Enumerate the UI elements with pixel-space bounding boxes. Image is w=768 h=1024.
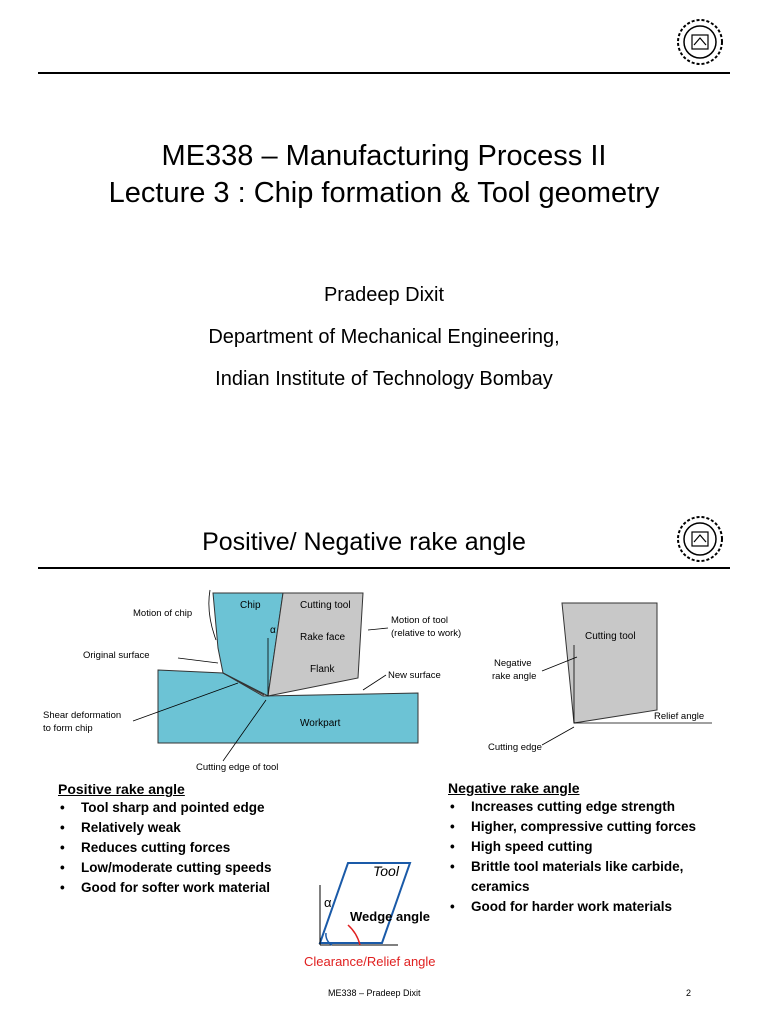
label-cutting-edge-of-tool: Cutting edge of tool	[196, 762, 279, 773]
label-chip: Chip	[240, 600, 261, 611]
negative-item: • Higher, compressive cutting forces	[448, 817, 738, 837]
positive-heading: Positive rake angle	[58, 781, 185, 797]
lecture-title-line2: Lecture 3 : Chip formation & Tool geometry	[108, 177, 660, 209]
negative-item: • Brittle tool materials like carbide, ceramics	[448, 857, 711, 897]
label-motion-of-tool: Motion of tool	[391, 615, 449, 626]
positive-item: • Reduces cutting forces	[58, 838, 318, 858]
negative-item: • High speed cutting	[448, 837, 738, 857]
label-negative-line1: Negative	[494, 658, 532, 669]
footer-text: ME338 – Pradeep Dixit	[328, 988, 421, 998]
negative-item: • Increases cutting edge strength	[448, 797, 738, 817]
negative-rake-diagram	[482, 595, 722, 760]
negative-rake-tool-shape	[562, 603, 657, 723]
wedge-angle-diagram	[300, 855, 470, 970]
slide2-title: Positive/ Negative rake angle	[202, 528, 526, 556]
label-wedge-tool: Tool	[373, 863, 399, 879]
label-wedge-alpha: α	[324, 895, 332, 910]
orthogonal-cutting-diagram	[38, 578, 462, 778]
label-new-surface: New surface	[388, 670, 441, 681]
label-cutting-tool: Cutting tool	[300, 600, 351, 611]
label-shear-line1: Shear deformation	[43, 710, 122, 721]
negative-rake-list	[448, 780, 738, 917]
positive-item: • Low/moderate cutting speeds	[58, 858, 318, 878]
department-name: Department of Mechanical Engineering,	[208, 326, 560, 348]
label-wedge-angle: Wedge angle	[350, 909, 430, 924]
author-name: Pradeep Dixit	[323, 284, 445, 306]
positive-item: • Good for softer work material	[58, 878, 318, 898]
positive-item: • Tool sharp and pointed edge	[58, 798, 318, 818]
label-flank: Flank	[310, 664, 335, 675]
label-relative-to-work: (relative to work)	[391, 628, 462, 639]
label-clearance: Clearance/Relief angle	[304, 954, 436, 969]
slide2-rule	[38, 567, 730, 569]
institute-name: Indian Institute of Technology Bombay	[215, 368, 553, 390]
positive-item: • Relatively weak	[58, 818, 318, 838]
label-rake-face: Rake face	[300, 632, 346, 643]
label-right-cutting-tool: Cutting tool	[585, 631, 636, 642]
label-original-surface: Original surface	[83, 650, 150, 661]
label-workpart: Workpart	[300, 718, 341, 729]
label-motion-of-chip: Motion of chip	[133, 608, 193, 619]
positive-rake-list	[58, 781, 318, 898]
label-negative-line2: rake angle	[492, 671, 537, 682]
lecture-title-line1: ME338 – Manufacturing Process II	[161, 140, 607, 172]
iit-logo-bottom	[676, 515, 724, 563]
label-relief-angle: Relief angle	[654, 711, 705, 722]
negative-heading: Negative rake angle	[448, 780, 580, 796]
top-rule	[38, 72, 730, 74]
negative-item: • Good for harder work materials	[448, 897, 738, 917]
label-cutting-edge: Cutting edge	[488, 742, 542, 753]
label-alpha-left: α	[270, 625, 276, 636]
page-number: 2	[686, 988, 692, 998]
label-shear-line2: to form chip	[43, 723, 93, 734]
iit-logo-top	[676, 18, 724, 66]
